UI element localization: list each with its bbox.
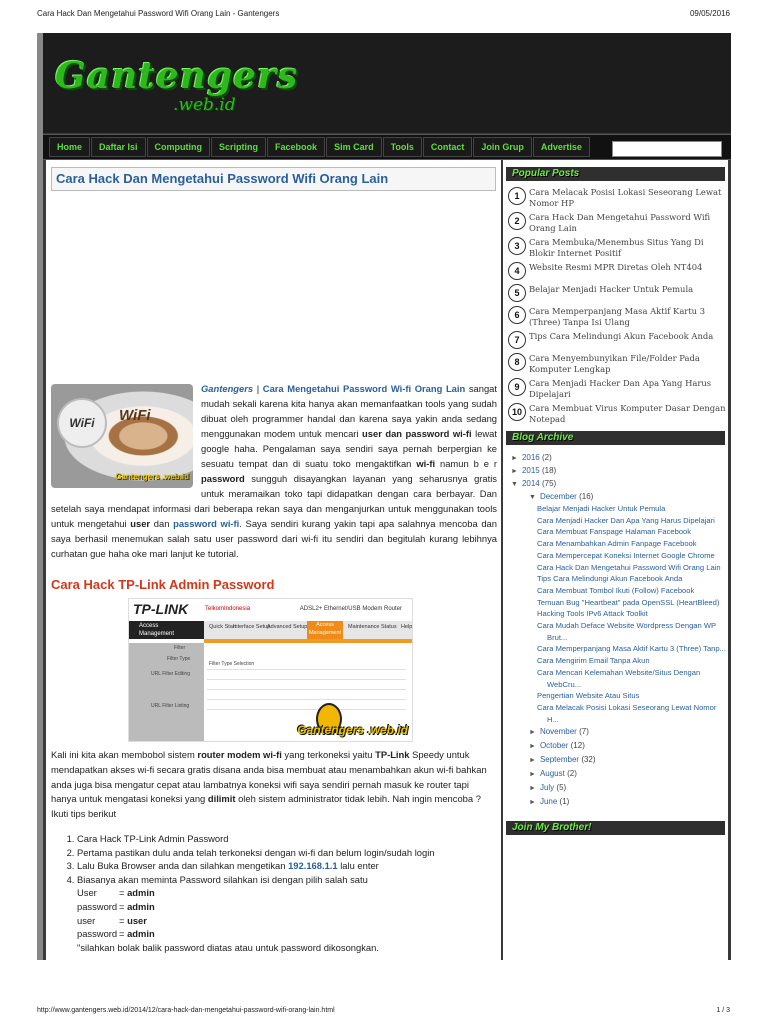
print-title: Cara Hack Dan Mengetahui Password Wifi Orang Lain - Gantengers [37,9,280,18]
menu-help: Help [401,624,413,630]
archive-post-link[interactable]: Cara Mengirim Email Tanpa Akun [537,656,650,666]
menu-access: Access Management [307,621,343,639]
archive-post-link[interactable]: Cara Memperpanjang Masa Aktif Kartu 3 (Three) Tanp... [537,644,726,654]
screenshot-watermark: Gantengers .web.id [297,723,408,737]
popular-post-item[interactable] [508,331,728,349]
para-text-4: oleh sistem administrator tidak lebih. Nah ingin mencoba ? Ikuti tips berikut [51,793,481,820]
month-count: (5) [556,783,567,793]
popular-post-item[interactable] [508,306,728,327]
month-count: (16) [579,492,594,501]
url-filter-listing: URL Filter Listing [151,703,190,709]
archive-post-link[interactable]: Pengertian Website Atau Situs [537,691,640,701]
month-link[interactable]: October [539,741,569,751]
section-heading: Cara Hack TP-Link Admin Password [51,577,275,592]
filter-type-selection: Filter Type Selection [209,661,255,667]
toggle-arrow-icon[interactable]: ▼ [529,494,536,501]
year-count: (75) [541,479,557,488]
rank-badge: 3 [508,237,526,255]
cred-value: admin [127,887,155,899]
step-3-text: Lalu Buka Browser anda dan silahkan mengetikan [77,860,289,872]
nav-item-contact[interactable]: Contact [423,137,473,157]
page-wrapper [37,33,731,960]
wifi-coffee-image [51,384,193,488]
main-content [46,160,501,960]
intro-bold-4: user [130,518,151,529]
search-input[interactable] [612,141,722,157]
archive-post-link[interactable]: Cara Hack Dan Mengetahui Password Wifi Orang Lain [537,562,721,572]
join-title: Join My Brother! [506,821,725,835]
tplink-logo: TP-LINK [133,601,189,617]
para-text-3: Speedy untuk mendapatkan akses wi-fi secara gratis disana anda bisa membuat atau menambahkan akun wi-fi bahkan anda juga bisa mengatur cepat atau lambatnya koneksi wifi saya sendiri pernah masuk ke router tapi hanya untuk mengatasi koneksi yang [51,749,487,805]
logo-text: Gantengers [55,55,299,97]
cred-row: password = admin [77,900,155,912]
archive-post-link[interactable]: Cara Membuat Tombol Ikuti (Follow) Facebook [537,585,695,595]
archive-month[interactable] [529,753,728,767]
month-link[interactable]: June [539,797,558,807]
cred-row: user = user [77,914,147,926]
para-bold-2: TP-Link [375,749,410,760]
month-count: (1) [559,797,570,807]
post-intro [46,381,501,561]
nav-item-sim-card[interactable]: Sim Card [326,137,382,157]
year-link[interactable]: 2014 [521,479,540,488]
archive-post-link[interactable]: Cara Mempercepat Koneksi Internet Google Chrome [537,550,715,560]
archive-month[interactable] [529,725,728,739]
para-text-1: Kali ini kita akan membobol sistem [51,749,198,760]
popular-post-item[interactable] [508,262,728,280]
archive-post-link[interactable]: Tips Cara Melindungi Akun Facebook Anda [537,574,683,584]
intro-bold-3: password [201,473,245,484]
credentials [77,886,501,954]
intro-link[interactable]: Cara Mengetahui Password Wi-fi Orang Lain [262,383,466,394]
popular-post-title[interactable]: Belajar Menjadi Hacker Untuk Pemula [529,284,694,294]
month-count: (2) [567,769,577,779]
wifi-disc: WiFi [57,398,107,448]
print-footer [0,1000,768,1024]
toggle-arrow-icon[interactable]: ► [511,468,518,475]
popular-post-item[interactable] [508,403,728,424]
toggle-arrow-icon[interactable]: ► [529,771,536,779]
archive-post-link[interactable]: Cara Melacak Posisi Lokasi Seseorang Lewat Nomor H... [537,702,717,724]
popular-post-item[interactable] [508,284,728,302]
month-link[interactable]: September [539,755,580,765]
nav-item-advertise[interactable]: Advertise [533,137,590,157]
archive-year-2015[interactable] [511,464,728,477]
toggle-arrow-icon[interactable]: ► [529,729,536,737]
archive-post-link[interactable]: Hacking Tools IPv6 Attack Toolkit [537,609,648,619]
rank-badge: 10 [508,403,526,421]
rank-badge: 8 [508,353,526,371]
intro-text-3: namun b e r [435,458,497,469]
step-item [77,859,501,873]
post-paragraph [46,748,501,822]
archive-month-december[interactable] [529,490,728,503]
cred-key: password [77,900,118,912]
archive-post-link[interactable]: Cara Mencari Kelemahan Website/Situs Dengan WebCru... [537,667,701,689]
archive-month[interactable] [529,795,728,809]
popular-post-item[interactable] [508,237,728,258]
tplink-screenshot [128,598,413,742]
router-ip-link[interactable]: 192.168.1.1 [288,860,338,872]
rank-badge: 2 [508,212,526,230]
month-count: (12) [570,741,585,751]
para-bold-1: router modem wi-fi [197,749,282,760]
archive-month[interactable] [529,767,728,781]
archive-post-link[interactable]: Belajar Menjadi Hacker Untuk Pemula [537,504,666,513]
archive-post-link[interactable]: Cara Mudah Deface Website Wordpress Dengan WP Brut... [537,621,716,642]
telkom-logo: TelkomIndonesia [205,606,251,612]
popular-post-title[interactable]: Cara Melacak Posisi Lokasi Seseorang Lewat Nomor HP [529,187,722,208]
image-watermark: Gantengers .web.id [115,472,189,481]
year-count: (18) [541,466,557,475]
toggle-arrow-icon[interactable]: ▼ [511,481,518,488]
archive-post-link[interactable]: Temuan Bug "Heartbeat" pada OpenSSL (HeartBleed) [537,597,720,607]
archive-year-2016[interactable] [511,451,728,464]
rank-badge: 7 [508,331,526,349]
nav-item-scripting[interactable]: Scripting [211,137,266,157]
rank-badge: 9 [508,378,526,396]
step-item: 4. Biasanya akan meminta Password silahkan isi dengan pilih salah satu [77,873,501,887]
menu-advanced: Advanced Setup [267,624,308,630]
post-title[interactable]: Cara Hack Dan Mengetahui Password Wifi Orang Lain [51,167,496,191]
cred-value: admin [127,928,155,940]
rank-badge: 4 [508,262,526,280]
intro-text-4: sungguh disayangkan layanan yang seharusnya gratis untuk meramaikan toko tapi didapatkan dengan cara berbayar. Dan setelah saya mendapat informasi dari beberapa rekan saya dan menganjurkan untuk menggunakan tools untuk mengetahui [51,473,497,529]
site-logo[interactable] [55,55,299,115]
step-3-end: lalu enter [337,860,379,872]
intro-text-1: sangat mudah sekali karena kita hanya akan memanfaatkan tools yang sudah dibuat oleh programmer handal dan karena saya yakin anda sedang menggunakan modem untuk mencari [201,383,497,439]
cred-row: password = admin [77,928,155,940]
toggle-arrow-icon[interactable]: ► [529,799,536,807]
nav-item-tools[interactable]: Tools [383,137,422,157]
router-model: ADSL2+ Ethernet/USB Modem Router [299,606,402,612]
cred-value: admin [127,900,155,912]
main-nav [43,134,731,160]
rank-badge: 1 [508,187,526,205]
blog-archive-title: Blog Archive [506,431,725,445]
month-count: (32) [581,755,596,765]
step-item: 1. Cara Hack TP-Link Admin Password [77,832,501,846]
archive-post-link[interactable]: Cara Menjadi Hacker Dan Apa Yang Harus Dipelajari [537,515,715,525]
popular-post-title[interactable]: Tips Cara Melindungi Akun Facebook Anda [529,331,714,341]
rank-badge: 6 [508,306,526,324]
print-date: 09/05/2016 [689,9,730,18]
toggle-arrow-icon[interactable]: ► [529,743,536,751]
nav-item-daftar-isi[interactable]: Daftar Isi [91,137,146,157]
intro-text-5: dan [150,518,174,529]
filter-label: Filter [174,645,186,651]
access-label: Access Management [129,621,204,639]
menu-interface: Interface Setup [233,624,271,630]
url-filter-editing: URL Filter Editing [151,671,190,677]
popular-posts-title: Popular Posts [506,167,725,181]
cred-key: User [77,887,97,899]
step-item: 2. Pertama pastikan dulu anda telah terkoneksi dengan wi-fi dan belum login/sudah login [77,846,501,860]
sidebar [503,160,728,960]
cred-key: user [77,914,96,926]
nav-item-join-grup[interactable]: Join Grup [473,137,532,157]
nav-item-computing[interactable]: Computing [147,137,211,157]
archive-month[interactable] [529,781,728,795]
author-link[interactable]: Gantengers [201,383,254,394]
year-count: (2) [541,453,552,462]
toggle-arrow-icon[interactable]: ► [529,785,536,793]
intro-sep: | [253,383,263,394]
month-link[interactable]: December [539,492,577,501]
toggle-arrow-icon[interactable]: ► [529,757,536,765]
steps-list [46,832,501,886]
menu-maintenance: Maintenance [348,624,380,630]
year-link[interactable]: 2016 [521,453,540,462]
popular-post-title[interactable]: Website Resmi MPR Diretas Oleh NT404 [529,262,703,272]
cred-note: "silahkan bolak balik password diatas atau untuk password dikosongkan. [77,941,379,953]
logo-subtext: .web.id [173,95,236,115]
print-page: 1 / 3 [716,1007,730,1014]
menu-status: Status [381,624,397,630]
intro-text-6: . Saya sendiri kurang yakin tapi apa salahnya mencoba dan saya berhasil menemukan salah satu user password dari wi-fi itu sendiri dan begitulah kurang lebihnya curhatan gue haha oke mari lanjut ke tutorial. [51,518,497,559]
para-text-2: yang terkoneksi yaitu [281,749,376,760]
popular-post-title[interactable]: Cara Memperpanjang Masa Aktif Kartu 3 (Three) Tanpa Isi Ulang [529,306,706,327]
intro-bold-2: wi-fi [416,458,436,469]
toggle-arrow-icon[interactable]: ► [511,455,518,462]
popular-post-item[interactable] [508,353,728,374]
archive-year-2014[interactable] [511,477,728,490]
ad-space [46,191,501,381]
nav-item-home[interactable]: Home [49,137,90,157]
popular-post-title[interactable]: Cara Menyembunyikan File/Folder Pada Komputer Lengkap [529,353,700,374]
archive-post-link[interactable]: Cara Menambahkan Admin Fanpage Facebook [537,539,697,549]
archive-post-link[interactable]: Cara Membuat Fanspage Halaman Facebook [537,527,692,537]
popular-post-title[interactable]: Cara Membuat Virus Komputer Dasar Dengan Notepad [529,403,726,424]
month-count: (7) [579,727,589,737]
print-header [0,0,768,22]
popular-post-item[interactable] [508,212,728,233]
cred-row: User = admin [77,887,155,899]
para-bold-3: dilimit [207,793,236,805]
intro-bold-1: user dan password wi-fi [362,428,472,439]
menu-quick: Quick Start [209,624,237,630]
print-url: http://www.gantengers.web.id/2014/12/cara-hack-dan-mengetahui-password-wifi-orang-lain.html [37,1007,335,1014]
cred-value: user [127,914,147,926]
wifi-latte-art: WiFi [119,407,151,424]
month-link[interactable]: November [539,727,577,737]
month-link[interactable]: July [539,783,555,793]
popular-post-title[interactable]: Cara Hack Dan Mengetahui Password Wifi Orang Lain [529,212,711,233]
popular-post-item[interactable] [508,378,728,399]
popular-posts-list [503,187,728,424]
popular-post-title[interactable]: Cara Menjadi Hacker Dan Apa Yang Harus Dipelajari [529,378,712,399]
rank-badge: 5 [508,284,526,302]
nav-item-facebook[interactable]: Facebook [267,137,325,157]
popular-post-title[interactable]: Cara Membuka/Menembus Situs Yang Di Blokir Internet Positif [529,237,704,258]
archive-month[interactable] [529,739,728,753]
password-wifi-link[interactable]: password wi-fi [173,518,240,529]
year-link[interactable]: 2015 [521,466,540,475]
site-header [43,33,731,133]
filter-type-label: Filter Type [167,656,191,662]
intro-text-2: lewat google haha. Pengalaman saya sendiri saya pernah berpergian ke sesuatu tempat dan di suatu toko mengaktifkan [201,428,497,469]
popular-post-item[interactable] [508,187,728,208]
blog-archive [511,451,728,809]
month-link[interactable]: August [539,769,565,779]
cred-key: password [77,928,118,940]
